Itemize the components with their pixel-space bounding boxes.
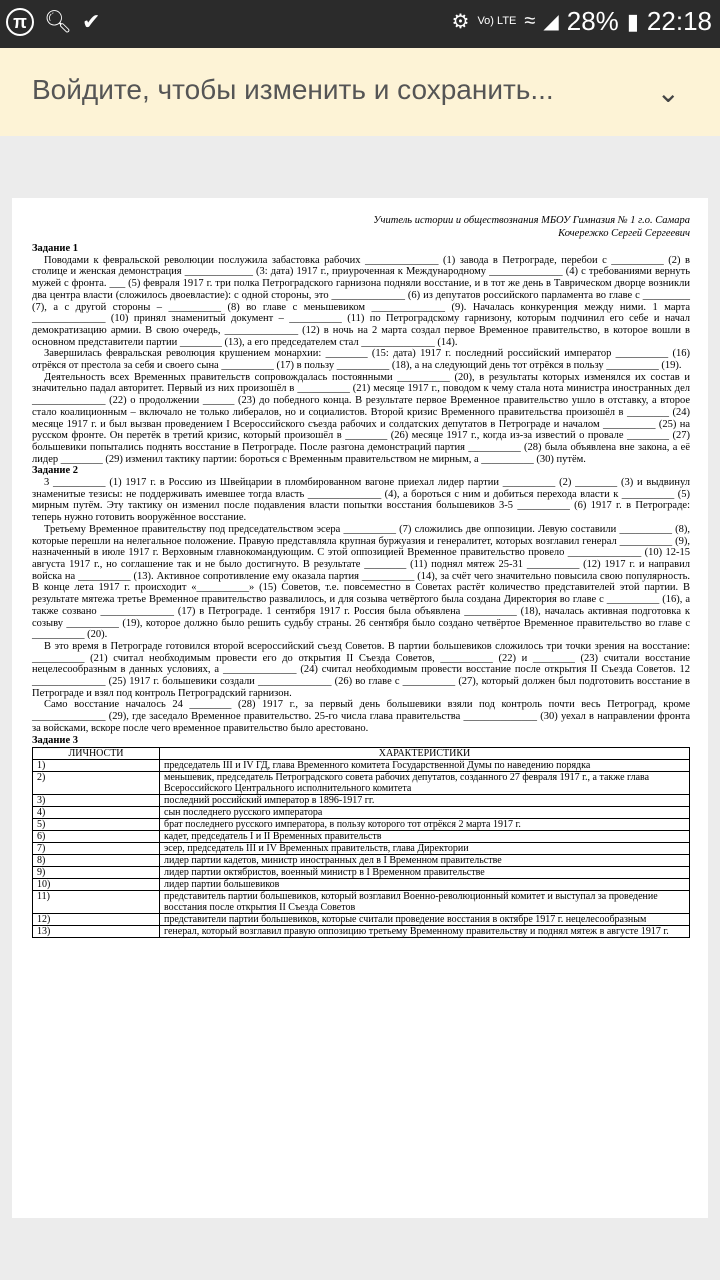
table-row [33,926,690,938]
table-row [33,843,690,855]
battery-percent: 28% [566,6,619,36]
row-number: 5) [33,819,160,831]
row-characteristic: представители партии большевиков, которые считали проведение восстания в октябре 1917 г. нецелесообразным [160,914,690,926]
row-characteristic: меньшевик, председатель Петроградского совета рабочих депутатов, созданного 27 февраля 1917 г., а также глава Всероссийского Центрального исполнительного комитета [160,772,690,795]
table-row [33,760,690,772]
task-2-title: Задание 2 [32,465,78,477]
battery-icon: ▮ [626,8,639,34]
row-characteristic: лидер партии октябристов, военный министр в I Временном правительстве [160,867,690,879]
chevron-down-icon[interactable]: ⌄ [656,77,680,108]
table-row [33,879,690,891]
row-number: 9) [33,867,160,879]
row-number: 6) [33,831,160,843]
author-line-2: Кочережко Сергей Сергеевич [558,228,690,239]
background-gap [0,136,720,198]
table-row [33,772,690,795]
row-number: 3) [33,795,160,807]
search-icon: 🔍︎ [44,9,72,34]
status-bar [0,0,720,48]
row-characteristic: кадет, председатель I и II Временных правительств [160,831,690,843]
wifi-icon: ≈ [524,10,536,32]
task-2-paragraph-4: Само восстание началось 24 ________ (28) 1917 г., за первый день большевики взяли под контроль почти весь Петроград, кроме ______________ (29), где заседало Временное правительство. 25-го числа глава правительства ______________ (30) уехал в направлении фронта за войсками, вскоре после чего временное правительство было арестовано. [32,699,690,734]
table-row [33,891,690,914]
row-number: 11) [33,891,160,914]
task-1-paragraph-2: Завершилась февральская революция крушением монархии: ________ (15: дата) 1917 г. последний российский император __________ (16) отрёкся от престола за себя и своего сына __________ (17) в пользу __________ (18), а на следующий день тот отрёкся в пользу __________ (19). [32,348,690,372]
table-header-characteristics: ХАРАКТЕРИСТИКИ [160,748,690,760]
table-row [33,914,690,926]
task-1-paragraph-1: Поводами к февральской революции послужила забастовка рабочих ______________ (1) завода в Петрограде, перебои с __________ (2) в столице и женская демонстрация _____________ (3: дата) 1917 г., приуроченная к Международному ______________ (4) с требованиями вернуть мужей с фронта. ___ (5) февраля 1917 г. три полка Петроградского гарнизона подняли восстание, и в тот же день в Таврическом дворце возникли два центра власти (сложилось двоевластие): с одной стороны, это ______________ (6) из депутатов российского парламента во главе с _________ (7), а с другой стороны – __________ (8) во главе с меньшевиком ______________ (9). Началась конкуренция между ними. 1 марта ______________ (10) принял знаменитый документ – __________ (11) по Петроградскому гарнизону, которым подчинил его себе и начал демократизацию армии. В свою очередь, ______________ (12) в ночь на 2 марта создал первое Временное правительство, в которое вошли в основном представители партии ________ (13), а его председателем стал ______________ (14). [32,254,690,348]
persons-table [32,747,690,938]
pi-app-icon: π [6,8,34,36]
task-1-title: Задание 1 [32,243,78,254]
row-number: 12) [33,914,160,926]
document-page [12,198,708,1218]
row-number: 4) [33,807,160,819]
table-row [33,831,690,843]
author-line-1: Учитель истории и обществознания МБОУ Гимназия № 1 г.о. Самара [373,215,690,226]
task-1-paragraph-3: Деятельность всех Временных правительств сопровождалась постоянными __________ (20), в результаты которых изменялся их состав и значительно падал авторитет. Первый из них произошёл в __________ (21) месяце 1917 г., поводом к чему стала нота министра иностранных дел ______________ (22) о продолжении ______ (23) до победного конца. В результате первое Временное правительство ушло в отставку, а второе стало коалиционным – включало не только либералов, но и социалистов. Второй кризис Временного правительства произошёл в ________ (24) месяце 1917 г. и был вызван проведением I Всероссийского съезда рабочих и солдатских депутатов в Петрограде и началом __________ (25) на русском фронте. Он перетёк в третий кризис, который произошёл в ________ (26) месяце 1917 г., когда из-за известий о провале ________ (27) большевики попытались поднять восстание в Петрограде. После разгона демонстраций партия __________ (28) была объявлена вне закона, а её лидер ________ (29) изменил тактику партии: бороться с Временным правительством не мирным, а __________ (30) путём. [32,371,690,465]
table-row [33,819,690,831]
table-row [33,867,690,879]
table-row [33,807,690,819]
row-characteristic: сын последнего русского императора [160,807,690,819]
row-characteristic: генерал, который возглавил правую оппозицию третьему Временному правительству и поднял мятеж в августе 1917 г. [160,926,690,938]
checkmark-icon: ✔ [81,9,101,34]
row-characteristic: лидер партии кадетов, министр иностранных дел в I Временном правительстве [160,855,690,867]
row-number: 2) [33,772,160,795]
clock: 22:18 [646,6,712,36]
row-number: 13) [33,926,160,938]
row-characteristic: последний российский император в 1896-1917 гг. [160,795,690,807]
table-header-persons: ЛИЧНОСТИ [33,748,160,760]
row-characteristic: брат последнего русского императора, в пользу которого тот отрёкся 2 марта 1917 г. [160,819,690,831]
network-type: Vo) LTE [477,15,517,27]
row-number: 8) [33,855,160,867]
signal-icon: ◢ [543,11,559,33]
row-characteristic: эсер, председатель III и IV Временных правительств, глава Директории [160,843,690,855]
banner-text: Войдите, чтобы изменить и сохранить... [32,74,554,105]
battery-saver-icon: ⚙ [451,11,470,33]
row-number: 10) [33,879,160,891]
row-characteristic: представитель партии большевиков, который возглавил Военно-революционный комитет и выступал за проведение восстания после открытия II Съезда Советов [160,891,690,914]
row-number: 7) [33,843,160,855]
row-characteristic: председатель III и IV ГД, глава Временного комитета Государственной Думы по наведению порядка [160,760,690,772]
row-number: 1) [33,760,160,772]
task-2-paragraph-3: В это время в Петрограде готовился второй всероссийский съезд Советов. В партии большевиков сложилось три точки зрения на восстание: __________ (21) считал необходимым провести его до открытия II Съезда Советов, __________ (22) и ________ (23) считали восстание нецелесообразным в данных условиях, а ______________ (24) считал необходимым провести восстание после открытия II Съезда Советов. 12 ______________ (25) 1917 г. большевики создали ______________ (26) во главе с __________ (27), который должен был подготовить восстание в Петрограде и взял под контроль Петроградский гарнизон. [32,640,690,699]
table-row [33,855,690,867]
sign-in-banner[interactable] [0,48,720,136]
task-3-title: Задание 3 [32,734,78,746]
table-row [33,795,690,807]
row-characteristic: лидер партии большевиков [160,879,690,891]
task-2-paragraph-1: 3 __________ (1) 1917 г. в Россию из Швейцарии в пломбированном вагоне приехал лидер партии __________ (2) ________ (3) и выдвинул знаменитые тезисы: не поддерживать имевшее тогда власть ______________ (4), а бороться с ним и добиться перехода власти к __________ (5) мирным путём. Эту тактику он изменил после подавления власти попытки восстания большевиков 3-5 __________ (6) 1917 г. в Петрограде: теперь нужно готовить вооружённое восстание. [32,477,690,524]
task-2-paragraph-2: Третьему Временное правительству под председательством эсера __________ (7) сложились две оппозиции. Левую составили __________ (8), которые перешли на нелегальное положение. Правую представляла крупная буржуазия и генералитет, которых возглавил генерал __________ (9), назначенный в июле 1917 г. Верховным главнокомандующим. С этой оппозицией Временное правительство провело ______________ (10) 12-15 августа 1917 г., но соглашение так и не было достигнуто. В результате ________ (11) поднял мятеж 25-31 __________ (12) 1917 г. и направил войска на __________ (13). Активное сопротивление ему оказала партия __________ (14), за счёт чего значительно повысила свою популярность. В конце лета 1917 г. происходит «__________» (15) Советов, т.е. повсеместно в Советах растёт количество представителей этой партии. В результате мятежа третье Временное правительство развалилось, и для созыва четвёртого была создана Директория во главе с __________ (16), а также созвано ______________ (17) в Петрограде. 1 сентября 1917 г. Россия была объявлена __________ (18), началась активная подготовка к созыву __________ (19), которое должно было решить судьбу страны. 26 сентября было создано четвёртое Временное правительство во главе с __________ (20). [32,523,690,641]
